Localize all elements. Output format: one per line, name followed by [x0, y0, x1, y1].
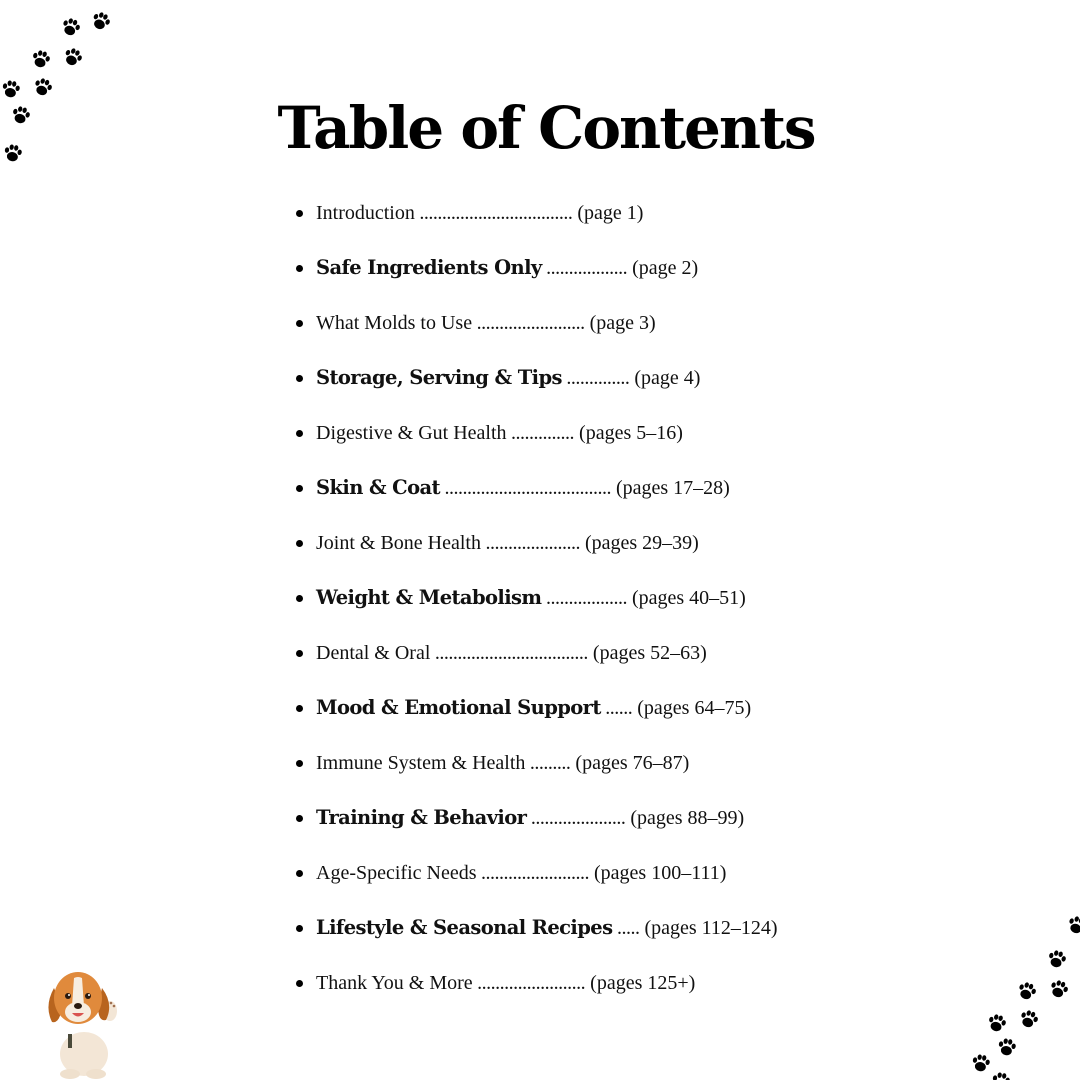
toc-entry-leader: ........................ — [472, 312, 585, 334]
bullet-icon — [296, 540, 303, 547]
toc-entry-title: What Molds to Use — [316, 312, 473, 334]
paw-print-icon — [1045, 975, 1073, 1003]
paw-print-icon — [994, 1034, 1019, 1059]
toc-entry-title: Joint & Bone Health — [316, 532, 481, 554]
toc-entry — [296, 252, 778, 307]
toc-entry-pages: (pages 112–124) — [639, 917, 778, 939]
paw-print-icon — [28, 46, 55, 73]
toc-entry-pages: (pages 64–75) — [632, 697, 752, 719]
bullet-icon — [296, 595, 303, 602]
toc-entry-leader: ...... — [600, 697, 633, 719]
toc-entry-leader: ..................... — [480, 532, 580, 554]
toc-entry-pages: (pages 5–16) — [574, 422, 683, 444]
toc-entry-title: Digestive & Gut Health — [316, 422, 507, 444]
toc-entry — [296, 527, 778, 582]
bullet-icon — [296, 430, 303, 437]
bullet-icon — [296, 705, 303, 712]
bullet-icon — [296, 815, 303, 822]
toc-entry-title: Skin & Coat — [316, 476, 440, 499]
toc-entry — [296, 417, 778, 472]
toc-entry-pages: (page 1) — [572, 202, 644, 224]
toc-entry-title: Weight & Metabolism — [316, 586, 542, 609]
toc-entry-title: Storage, Serving & Tips — [316, 366, 562, 389]
toc-entry-pages: (pages 52–63) — [587, 642, 707, 664]
bullet-icon — [296, 485, 303, 492]
bullet-icon — [296, 925, 303, 932]
toc-entry — [296, 967, 778, 1022]
toc-entry-leader: ..... — [612, 917, 640, 939]
toc-entry-leader: ........................ — [476, 862, 589, 884]
beagle-puppy-waving-icon — [40, 966, 130, 1080]
toc-entry-leader: ..................... — [526, 807, 626, 829]
toc-entry-title: Thank You & More — [316, 972, 473, 994]
toc-entry-pages: (page 2) — [627, 257, 699, 279]
toc-entry — [296, 307, 778, 362]
paw-print-icon — [58, 42, 87, 71]
paw-print-icon — [968, 1050, 993, 1075]
toc-entry-leader: .................................. — [430, 642, 588, 664]
toc-entry-leader: ........................ — [472, 972, 586, 994]
paw-print-icon — [0, 76, 24, 101]
bullet-icon — [296, 650, 303, 657]
toc-entry-leader: .................. — [541, 257, 628, 279]
toc-entry-leader: .............. — [506, 422, 575, 444]
toc-entry — [296, 747, 778, 802]
toc-entry-title: Mood & Emotional Support — [316, 696, 601, 719]
toc-entry-title: Training & Behavior — [316, 806, 527, 829]
toc-entry — [296, 582, 778, 637]
toc-entry-leader: ......... — [525, 752, 571, 774]
toc-entry-leader: ..................................... — [439, 477, 611, 499]
toc-entry — [296, 802, 778, 857]
toc-entry-pages: (page 4) — [629, 367, 701, 389]
toc-entry-title: Age-Specific Needs — [316, 862, 477, 884]
bullet-icon — [296, 375, 303, 382]
paw-print-icon — [86, 6, 115, 35]
paw-print-icon — [984, 1010, 1011, 1037]
toc-entry-title: Dental & Oral — [316, 642, 431, 664]
toc-entry — [296, 197, 778, 252]
toc-entry-title: Immune System & Health — [316, 752, 526, 774]
toc-entry — [296, 362, 778, 417]
bullet-icon — [296, 210, 303, 217]
toc-entry — [296, 637, 778, 692]
toc-entry-pages: (pages 29–39) — [579, 532, 699, 554]
paw-print-icon — [1013, 977, 1041, 1005]
toc-entry-title: Safe Ingredients Only — [316, 256, 542, 279]
toc-entry-pages: (page 3) — [584, 312, 656, 334]
toc-entry — [296, 472, 778, 527]
toc-entry-pages: (pages 40–51) — [626, 587, 746, 609]
toc-entry-pages: (pages 100–111) — [589, 862, 727, 884]
toc-entry — [296, 857, 778, 912]
toc-entry-pages: (pages 76–87) — [570, 752, 690, 774]
toc-entry-pages: (pages 17–28) — [610, 477, 730, 499]
toc-entry-pages: (pages 125+) — [585, 972, 696, 994]
toc-entry-leader: .................. — [541, 587, 627, 609]
toc-entry-title: Introduction — [316, 202, 415, 224]
paw-print-icon — [1063, 911, 1080, 939]
toc-entry-pages: (pages 88–99) — [625, 807, 745, 829]
bullet-icon — [296, 760, 303, 767]
bullet-icon — [296, 265, 303, 272]
bullet-icon — [296, 980, 303, 987]
toc-list — [296, 197, 778, 1022]
paw-print-icon — [1044, 946, 1071, 973]
bullet-icon — [296, 870, 303, 877]
paw-print-icon — [0, 140, 25, 165]
bullet-icon — [296, 320, 303, 327]
page-title: Table of Contents — [277, 94, 815, 162]
paw-print-icon — [57, 13, 85, 41]
toc-entry — [296, 692, 778, 747]
paw-print-icon — [1015, 1005, 1043, 1033]
paw-print-icon — [988, 1068, 1013, 1080]
toc-entry-leader: .................................. — [414, 202, 573, 224]
toc-entry-leader: .............. — [561, 367, 630, 389]
toc-entry — [296, 912, 778, 967]
toc-entry-title: Lifestyle & Seasonal Recipes — [316, 916, 613, 939]
